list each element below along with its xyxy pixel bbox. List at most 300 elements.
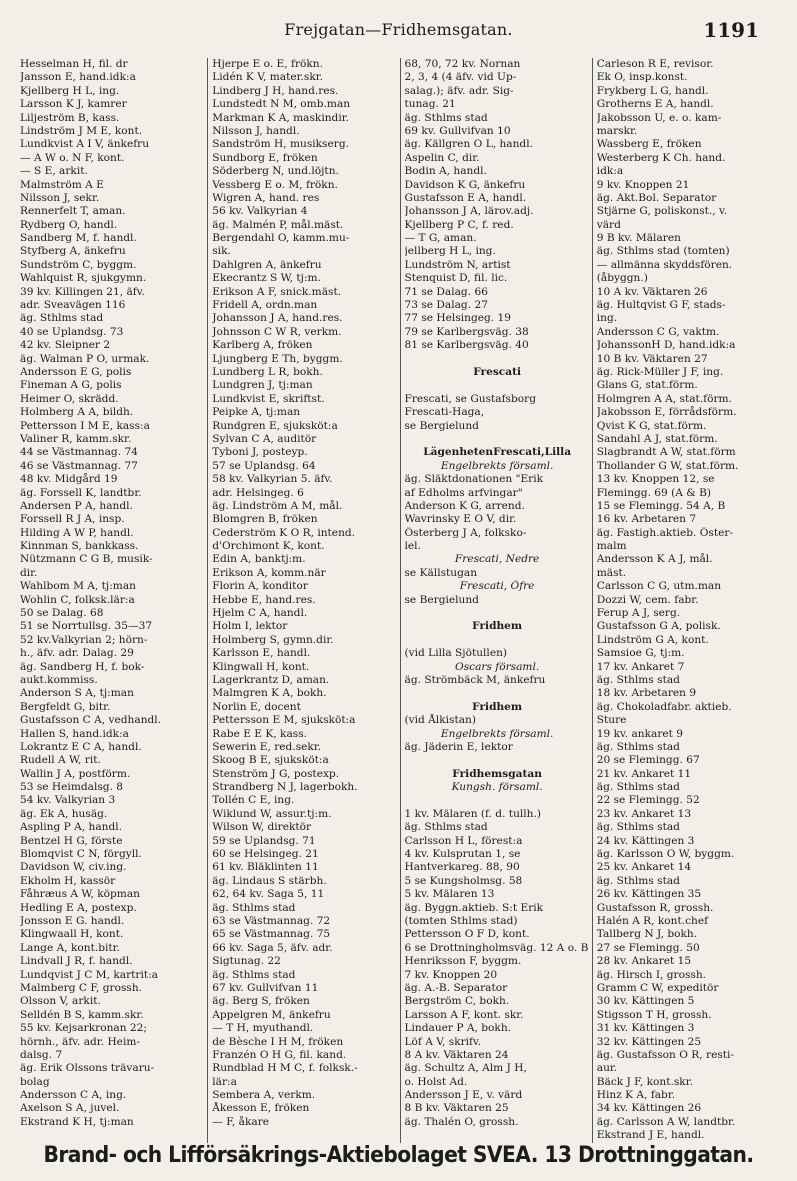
directory-entry: dalsg. 7	[20, 1048, 63, 1061]
directory-entry: Sembera A, verkm.	[212, 1089, 316, 1102]
directory-entry: Bergström C, bokh.	[404, 995, 510, 1008]
directory-entry: Wahlbom M A, tj:man	[20, 580, 136, 593]
directory-entry: adr. Helsingeg. 6	[212, 486, 304, 499]
directory-entry: 4 kv. Kulsprutan 1, se	[404, 848, 521, 861]
directory-entry: Wigren A, hand. res	[212, 191, 320, 204]
directory-entry: Karlsson E, handl.	[212, 647, 311, 660]
directory-entry: äg. Malmén P, mål.mäst.	[212, 218, 344, 231]
directory-entry: Glans G, stat.förm.	[596, 379, 698, 392]
directory-entry: Anderson S A, tj:man	[20, 687, 134, 700]
directory-entry: marskr.	[596, 124, 638, 137]
directory-entry: äg. Berg S, fröken	[212, 995, 310, 1008]
directory-entry: Nützmann C G B, musik-	[20, 553, 153, 566]
directory-entry: Lange A, kont.bitr.	[20, 941, 120, 954]
directory-column-4	[592, 58, 784, 1143]
directory-entry: Malmström A E	[20, 178, 104, 191]
directory-entry: 19 kv. ankaret 9	[596, 727, 684, 740]
directory-entry: äg. Sthlms stad	[596, 673, 680, 686]
directory-entry: 6 se Drottningholmsväg. 12 A o. B	[404, 941, 589, 954]
directory-entry: äg. A.-B. Separator	[404, 981, 508, 994]
directory-entry: Malmberg C F, grossh.	[20, 981, 143, 994]
directory-entry: äg. Sthlms stad	[596, 740, 680, 753]
directory-entry: 68, 70, 72 kv. Nornan	[404, 58, 521, 70]
directory-entry: äg. Sandberg H, f. bok-	[20, 660, 145, 673]
page-header	[0, 18, 797, 46]
directory-entry: Lundgren J, tj:man	[212, 379, 313, 392]
directory-entry: Oscars församl.	[455, 660, 540, 673]
directory-entry: 48 kv. Midgård 19	[20, 473, 118, 486]
directory-entry: Hilding A W P, handl.	[20, 526, 134, 539]
directory-entry: 2, 3, 4 (4 äfv. vid Up-	[404, 71, 517, 84]
directory-entry: Ferup A J, serg.	[596, 607, 681, 620]
directory-entry: Bentzel H G, förste	[20, 834, 123, 847]
directory-entry: Hedling E A, postexp.	[20, 901, 137, 914]
directory-entry: 26 kv. Kättingen 35	[596, 888, 702, 901]
directory-entry: äg. Karlsson O W, byggm.	[596, 848, 735, 861]
directory-entry: äg. Sthlms stad	[596, 821, 680, 834]
directory-entry: Frescati, Öfre	[459, 580, 535, 593]
directory-entry: Olsson V, arkit.	[20, 995, 101, 1008]
directory-entry: Österberg J A, folksko-	[404, 526, 527, 539]
directory-entry: äg. Sthlms stad	[212, 901, 296, 914]
directory-entry: Klingwaall H, kont.	[20, 928, 124, 941]
directory-entry: äg. Schultz A, Alm J H,	[404, 1062, 527, 1075]
directory-entry: 73 se Dalag. 27	[404, 299, 488, 312]
directory-entry: Larsson A F, kont. skr.	[404, 1008, 524, 1021]
directory-entry: Lindberg J H, hand.res.	[212, 84, 339, 97]
directory-entry: ing.	[596, 312, 618, 325]
directory-entry: Hallen S, hand.idk:a	[20, 727, 129, 740]
directory-entry: Jakobsson E, förrådsförm.	[596, 406, 737, 419]
directory-entry: Söderberg N, und.löjtn.	[212, 165, 339, 178]
directory-entry: äg. Rick-Müller J F, ing.	[596, 365, 724, 378]
directory-entry: 32 kv. Kättingen 25	[596, 1035, 702, 1048]
directory-entry: Andersson E G, polis	[20, 365, 132, 378]
section-heading: LägenhetenFrescati,Lilla	[423, 446, 572, 459]
directory-entry: Larsson K J, kamrer	[20, 98, 127, 111]
directory-entry: Blomqvist C N, förgyll.	[20, 848, 142, 861]
directory-entry: Stenquist D, fil. lic.	[404, 272, 508, 285]
page-title: Frejgatan—Fridhemsgatan.	[284, 20, 513, 39]
directory-entry	[405, 634, 590, 647]
directory-entry: 8 B kv. Väktaren 25	[404, 1102, 509, 1115]
directory-entry: Sigtunag. 22	[212, 955, 281, 968]
directory-entry: 81 se Karlbergsväg. 40	[404, 339, 529, 352]
directory-entry: — T G, aman.	[404, 232, 477, 245]
directory-entry: Wohlin C, folksk.lär:a	[20, 593, 135, 606]
directory-entry: Ekstrand J E, handl.	[596, 1129, 705, 1142]
directory-entry: Rundblad H M C, f. folksk.-	[212, 1062, 358, 1075]
directory-entry: Andersson C A, ing.	[20, 1089, 127, 1102]
directory-entry: Andersson K A J, mål.	[596, 553, 713, 566]
directory-entry: Cederström K O R, intend.	[212, 526, 356, 539]
directory-entry: d'Orchimont K, kont.	[212, 540, 325, 553]
directory-entry: JohanssonH D, hand.idk:a	[596, 339, 736, 352]
directory-entry: Ekholm H, kassör	[20, 874, 116, 887]
directory-entry: 62, 64 kv. Saga 5, 11	[212, 888, 325, 901]
directory-entry: Rabe E E K, kass.	[212, 727, 308, 740]
directory-entry: tunag. 21	[404, 98, 456, 111]
directory-entry: adr. Sveavägen 116	[20, 299, 126, 312]
directory-entry: Vessberg E o. M, frökn.	[212, 178, 338, 191]
directory-entry: Samsioe G, tj:m.	[596, 647, 685, 660]
directory-entry: Sandberg M, f. handl.	[20, 232, 137, 245]
section-heading: Fridhemsgatan	[452, 767, 542, 780]
section-heading: Fridhem	[472, 620, 523, 633]
directory-entry: äg. Sthlms stad	[596, 781, 680, 794]
directory-entry: Lagerkrantz D, aman.	[212, 673, 330, 686]
directory-entry: Holmberg S, gymn.dir.	[212, 633, 334, 646]
directory-entry: Lundberg L R, bokh.	[212, 365, 323, 378]
directory-entry: Gustafsson C A, vedhandl.	[20, 714, 162, 727]
directory-entry: Bäck J F, kont.skr.	[596, 1075, 693, 1088]
directory-entry: Klingwall H, kont.	[212, 660, 310, 673]
directory-entry: 69 kv. Gullvifvan 10	[404, 124, 511, 137]
directory-entry: 18 kv. Arbetaren 9	[596, 687, 697, 700]
directory-entry: se Källstugan	[404, 566, 478, 579]
directory-entry: 34 kv. Kättingen 26	[596, 1102, 702, 1115]
directory-entry: Lundkvist A I V, änkefru	[20, 138, 150, 151]
directory-entry: Sture	[596, 714, 627, 727]
directory-entry: 55 kv. Kejsarkronan 22;	[20, 1022, 147, 1035]
directory-entry: Ljungberg E Th, byggm.	[212, 352, 343, 365]
directory-entry: Sewerin E, red.sekr.	[212, 740, 322, 753]
directory-entry: äg. Thalén O, grossh.	[404, 1115, 519, 1128]
directory-entry: Hesselman H, fil. dr	[20, 58, 128, 70]
directory-entry: äg. Sthlms stad	[596, 874, 680, 887]
directory-entry: dir.	[20, 566, 38, 579]
directory-entry: 1 kv. Mälaren (f. d. tullh.)	[404, 807, 541, 820]
directory-entry: 9 kv. Knoppen 21	[596, 178, 690, 191]
directory-entry: 71 se Dalag. 66	[404, 285, 488, 298]
directory-entry: 42 kv. Sleipner 2	[20, 339, 111, 352]
directory-entry: 13 kv. Knoppen 12, se	[596, 473, 715, 486]
directory-entry: Nilsson J, handl.	[212, 124, 300, 137]
directory-entry: Qvist K G, stat.förm.	[596, 419, 707, 432]
directory-entry: Dahlgren A, änkefru	[212, 258, 322, 271]
directory-entry: lel.	[404, 540, 421, 553]
directory-entry: Florin A, konditor	[212, 580, 308, 593]
directory-entry: Sundborg E, fröken	[212, 151, 318, 164]
directory-entry: 46 se Västmannag. 77	[20, 459, 138, 472]
directory-entry: 51 se Norrtullsg. 35—37	[20, 620, 153, 633]
directory-entry: Flemingg. 69 (A & B)	[596, 486, 712, 499]
directory-entry: äg. Byggn.aktieb. S:t Erik	[404, 901, 544, 914]
directory-entry: Karlberg A, fröken	[212, 339, 313, 352]
directory-entry: 8 A kv. Väktaren 24	[404, 1048, 509, 1061]
directory-entry: 54 kv. Valkyrian 3	[20, 794, 116, 807]
directory-entry: Aspling P A, handl.	[20, 821, 122, 834]
directory-entry: 9 B kv. Mälaren	[596, 232, 681, 245]
directory-entry: Lundkvist E, skriftst.	[212, 392, 325, 405]
directory-entry: bolag	[20, 1075, 50, 1088]
directory-entry: äg. Jäderin E, lektor	[404, 740, 513, 753]
directory-entry: 28 kv. Ankaret 15	[596, 955, 692, 968]
directory-entry: Slagbrandt A W, stat.förm	[596, 446, 736, 459]
directory-entry: Ekstrand K H, tj:man	[20, 1115, 134, 1128]
directory-entry: Rennerfelt T, aman.	[20, 205, 126, 218]
directory-entry: Liljeström B, kass.	[20, 111, 120, 124]
directory-entry: — allmänna skyddsfören.	[596, 258, 733, 271]
directory-entry: 15 se Flemingg. 54 A, B	[596, 499, 726, 512]
directory-entry: Frykberg L G, handl.	[596, 84, 709, 97]
directory-entry	[405, 687, 590, 700]
directory-entry: äg. Erik Olssons trävaru-	[20, 1062, 155, 1075]
directory-entry: äg. Ek A, husäg.	[20, 807, 108, 820]
directory-entry: 60 se Helsingeg. 21	[212, 848, 319, 861]
directory-entry: Norlin E, docent	[212, 700, 301, 713]
directory-entry: äg. Sthlms stad	[212, 968, 296, 981]
directory-entry: Tallberg N J, bokh.	[596, 928, 698, 941]
directory-entry: 31 kv. Kättingen 3	[596, 1022, 695, 1035]
directory-entry: Bergendahl O, kamm.mu-	[212, 232, 350, 245]
directory-entry: Peipke A, tj:man	[212, 406, 301, 419]
directory-entry: 79 se Karlbergsväg. 38	[404, 325, 529, 338]
directory-entry: idk:a	[596, 165, 624, 178]
directory-entry: 23 kv. Ankaret 13	[596, 807, 692, 820]
directory-entry: Engelbrekts församl.	[440, 459, 554, 472]
directory-entry: Bodin A, handl.	[404, 165, 487, 178]
directory-entry: 67 kv. Gullvifvan 11	[212, 981, 319, 994]
directory-entry: 44 se Västmannag. 74	[20, 446, 138, 459]
directory-entry: 5 kv. Mälaren 13	[404, 888, 495, 901]
directory-entry: äg. Chokoladfabr. aktieb.	[596, 700, 732, 713]
directory-entry: Malmgren K A, bokh.	[212, 687, 327, 700]
directory-entry: Anderson K G, arrend.	[404, 499, 525, 512]
directory-entry: Lindström G A, kont.	[596, 633, 709, 646]
directory-entry: mäst.	[596, 566, 627, 579]
directory-entry: äg. Sthlms stad	[20, 312, 104, 325]
directory-entry: äg. Sthlms stad	[404, 821, 488, 834]
directory-entry: Johansson J A, hand.res.	[212, 312, 343, 325]
directory-entry: Davidson K G, änkefru	[404, 178, 526, 191]
directory-entry: Gramm C W, expeditör	[596, 981, 719, 994]
directory-entry: Hjerpe E o. E, frökn.	[212, 58, 323, 70]
directory-entry: Fineman A G, polis	[20, 379, 122, 392]
directory-entry: 66 kv. Saga 5, äfv. adr.	[212, 941, 333, 954]
directory-entry: Rudell A W, rit.	[20, 754, 101, 767]
directory-entry: hörnh., äfv. adr. Heim-	[20, 1035, 140, 1048]
directory-entry: 39 kv. Killingen 21, äfv.	[20, 285, 145, 298]
directory-entry: Axelson S A, juvel.	[20, 1102, 120, 1115]
directory-column-3	[400, 58, 592, 1143]
directory-entry: 21 kv. Ankaret 11	[596, 767, 692, 780]
directory-entry: 57 se Uplandsg. 64	[212, 459, 316, 472]
directory-entry: Erikson A, komm.när	[212, 566, 326, 579]
directory-entry: 50 se Dalag. 68	[20, 607, 104, 620]
directory-entry: 63 se Västmannag. 72	[212, 915, 331, 927]
directory-entry: 52 kv.Valkyrian 2; hörn-	[20, 633, 148, 646]
directory-entry: Aspelin C, dir.	[404, 151, 480, 164]
directory-entry: Andersson C G, vaktm.	[596, 325, 720, 338]
directory-entry: Henriksson F, byggm.	[404, 955, 522, 968]
directory-entry: Edin A, banktj:m.	[212, 553, 306, 566]
directory-entry: Sandahl A J, stat.förm.	[596, 432, 718, 445]
directory-entry: Nilsson J, sekr.	[20, 191, 100, 204]
directory-entry: 22 se Flemingg. 52	[596, 794, 700, 807]
directory-entry: — F, åkare	[212, 1115, 270, 1128]
directory-entry: Strandberg N J, lagerbokh.	[212, 781, 358, 794]
directory-entry: Johansson J A, lärov.adj.	[404, 205, 534, 218]
directory-entry: Pettersson O F D, kont.	[404, 928, 530, 941]
directory-entry: Lundstedt N M, omb.man	[212, 98, 351, 111]
directory-entry: Åkesson E, fröken	[212, 1102, 310, 1115]
directory-entry: (tomten Sthlms stad)	[404, 915, 518, 927]
directory-entry: de Bèsche I H M, fröken	[212, 1035, 344, 1048]
directory-entry: Hantverkareg. 88, 90	[404, 861, 520, 874]
directory-entry: Pettersson I M E, kass:a	[20, 419, 150, 432]
directory-entry: Gustafsson R, grossh.	[596, 901, 714, 914]
directory-entry: Halén A R, kont.chef	[596, 915, 709, 927]
directory-entry: lär:a	[212, 1075, 237, 1088]
directory-entry: äg. Släktdonationen "Erik	[404, 473, 544, 486]
directory-entry	[405, 353, 590, 366]
page-number: 1191	[703, 18, 759, 42]
directory-entry: Ekecrantz S W, tj:m.	[212, 272, 321, 285]
directory-entry: Sylvan C A, auditör	[212, 432, 317, 445]
directory-entry: Styfberg A, änkefru	[20, 245, 126, 258]
directory-entry: 7 kv. Knoppen 20	[404, 968, 498, 981]
directory-entry: 10 B kv. Väktaren 27	[596, 352, 708, 365]
directory-entry: Lindvall J R, f. handl.	[20, 955, 133, 968]
footer-advertisement: Brand- och Lifförsäkrings-Aktiebolaget SVEA. 13 Drottninggatan.	[43, 1143, 754, 1168]
directory-entry: Wilson W, direktör	[212, 821, 312, 834]
directory-entry: Pettersson E M, sjuksköt:a	[212, 714, 356, 727]
directory-entry: Sundström C, byggm.	[20, 258, 137, 271]
directory-entry: äg. Hirsch I, grossh.	[596, 968, 707, 981]
directory-entry: Lokrantz E C A, handl.	[20, 740, 142, 753]
directory-entry: Hinz K A, fabr.	[596, 1089, 676, 1102]
directory-entry: Andersen P A, handl.	[20, 499, 133, 512]
directory-entry: sik.	[212, 245, 231, 258]
directory-entry: (vid Lilla Sjötullen)	[404, 647, 508, 660]
directory-entry: Sandström H, musikserg.	[212, 138, 349, 151]
directory-entry: salag.); äfv. adr. Sig-	[404, 84, 514, 97]
directory-entry: Skoog B E, sjuksköt:a	[212, 754, 329, 767]
directory-entry: se Bergielund	[404, 419, 479, 432]
directory-entry: Kjellberg P C, f. red.	[404, 218, 514, 231]
directory-entry: Frescati, Nedre	[454, 553, 540, 566]
directory-entry: Gustafsson G A, polisk.	[596, 620, 721, 633]
directory-entry	[405, 794, 590, 807]
directory-entry: Fridell A, ordn.man	[212, 299, 318, 312]
section-heading: Fridhem	[472, 700, 523, 713]
directory-entry: Hebbe E, hand.res.	[212, 593, 316, 606]
directory-entry: Westerberg K Ch. hand.	[596, 151, 726, 164]
directory-entry: Davidson W, civ.ing.	[20, 861, 127, 874]
directory-entry: Lindauer P A, bokh.	[404, 1022, 512, 1035]
directory-column-1	[18, 58, 207, 1143]
directory-entry: Lidén K V, mater.skr.	[212, 71, 324, 84]
directory-entry: 77 se Helsingeg. 19	[404, 312, 512, 325]
directory-entry: Lundström N, artist	[404, 258, 511, 271]
directory-entry: äg. Sthlms stad (tomten)	[596, 245, 730, 258]
directory-entry: Appelgren M, änkefru	[212, 1008, 331, 1021]
directory-entry: Jonsson E G. handl.	[20, 915, 125, 927]
directory-entry: 17 kv. Ankaret 7	[596, 660, 685, 673]
directory-entry: — S E, arkit.	[20, 165, 88, 178]
directory-entry: Jakobsson U, e. o. kam-	[596, 111, 722, 124]
directory-entry: Stjärne G, poliskonst., v.	[596, 205, 728, 218]
directory-entry: Franzén O H G, fil. kand.	[212, 1048, 347, 1061]
directory-entry: 27 se Flemingg. 50	[596, 941, 700, 954]
directory-entry: 5 se Kungsholmsg. 58	[404, 874, 523, 887]
directory-entry: 59 se Uplandsg. 71	[212, 834, 316, 847]
directory-entry: Kinnman S, bankkass.	[20, 540, 139, 553]
directory-entry: 61 kv. Bläklinten 11	[212, 861, 319, 874]
directory-entry: Dozzi W, cem. fabr.	[596, 593, 699, 606]
directory-entry: Jansson E, hand.idk:a	[20, 71, 136, 84]
directory-entry: Heimer O, skrädd.	[20, 392, 119, 405]
directory-entry: Wallin J A, postförm.	[20, 767, 131, 780]
directory-entry: Ek O, insp.konst.	[596, 71, 688, 84]
section-heading: Frescati	[473, 365, 522, 378]
directory-entry: Stigsson T H, grossh.	[596, 1008, 712, 1021]
directory-entry: äg. Gustafsson O R, resti-	[596, 1048, 734, 1061]
directory-entry: Löf A V, skrifv.	[404, 1035, 482, 1048]
directory-entry: 53 se Heimdalsg. 8	[20, 781, 124, 794]
directory-entry: Gustafsson E A, handl.	[404, 191, 527, 204]
directory-entry: 20 se Flemingg. 67	[596, 754, 700, 767]
directory-entry: 24 kv. Kättingen 3	[596, 834, 695, 847]
directory-entry	[405, 433, 590, 446]
directory-entry: Carleson R E, revisor.	[596, 58, 714, 70]
directory-entry: äg. Strömbäck M, änkefru	[404, 673, 546, 686]
directory-entry: Fåhræus A W, köpman	[20, 888, 140, 901]
directory-entry: Kjellberg H L, ing.	[20, 84, 120, 97]
directory-entry: äg. Sthlms stad	[404, 111, 488, 124]
directory-entry: (åbyggn.)	[596, 272, 648, 285]
directory-entry: Rydberg O, handl.	[20, 218, 118, 231]
directory-entry: värd	[596, 218, 621, 231]
directory-entry: Tollén C E, ing.	[212, 794, 295, 807]
directory-entry: Engelbrekts församl.	[440, 727, 554, 740]
directory-entry: se Bergielund	[404, 593, 479, 606]
directory-entry: Holmberg A A, bildh.	[20, 406, 134, 419]
directory-entry: Valiner R, kamm.skr.	[20, 432, 132, 445]
directory-entry: Blomgren B, fröken	[212, 513, 318, 526]
directory-entry: Kungsh. församl.	[451, 781, 543, 794]
directory-entry: Markman K A, maskindir.	[212, 111, 349, 124]
directory-entry: Carlsson C G, utm.man	[596, 580, 722, 593]
directory-entry: aukt.kommiss.	[20, 673, 98, 686]
directory-entry: Stenström J G, postexp.	[212, 767, 340, 780]
directory-entry: Lundqvist J C M, kartrit:a	[20, 968, 158, 981]
directory-entry: äg. Fastigh.aktieb. Öster-	[596, 526, 734, 539]
directory-entry: äg. Källgren O L, handl.	[404, 138, 533, 151]
directory-column-2	[207, 58, 399, 1143]
directory-entry: äg. Hultqvist G F, stads-	[596, 299, 726, 312]
directory-entry: Frescati-Haga,	[404, 406, 485, 419]
directory-entry	[405, 607, 590, 620]
directory-entry: 25 kv. Ankaret 14	[596, 861, 692, 874]
directory-entry: Thollander G W, stat.förm.	[596, 459, 739, 472]
directory-entry: 10 A kv. Väktaren 26	[596, 285, 708, 298]
directory-entry: Wiklund W, assur.tj:m.	[212, 807, 332, 820]
directory-entry: Andersson J E, v. värd	[404, 1089, 523, 1102]
directory-entry	[405, 754, 590, 767]
directory-entry	[405, 379, 590, 392]
directory-entry: äg. Akt.Bol. Separator	[596, 191, 717, 204]
directory-entry: Wassberg E, fröken	[596, 138, 702, 151]
directory-entry: Rundgren E, sjuksköt:a	[212, 419, 338, 432]
directory-entry: (vid Ålkistan)	[404, 714, 476, 727]
directory-entry: af Edholms arfvingar"	[404, 486, 523, 499]
directory-entry: — A W o. N F, kont.	[20, 151, 125, 164]
directory-entry: 40 se Uplandsg. 73	[20, 325, 124, 338]
directory-entry: jellberg H L, ing.	[404, 245, 496, 258]
directory-entry: malm	[596, 540, 627, 553]
